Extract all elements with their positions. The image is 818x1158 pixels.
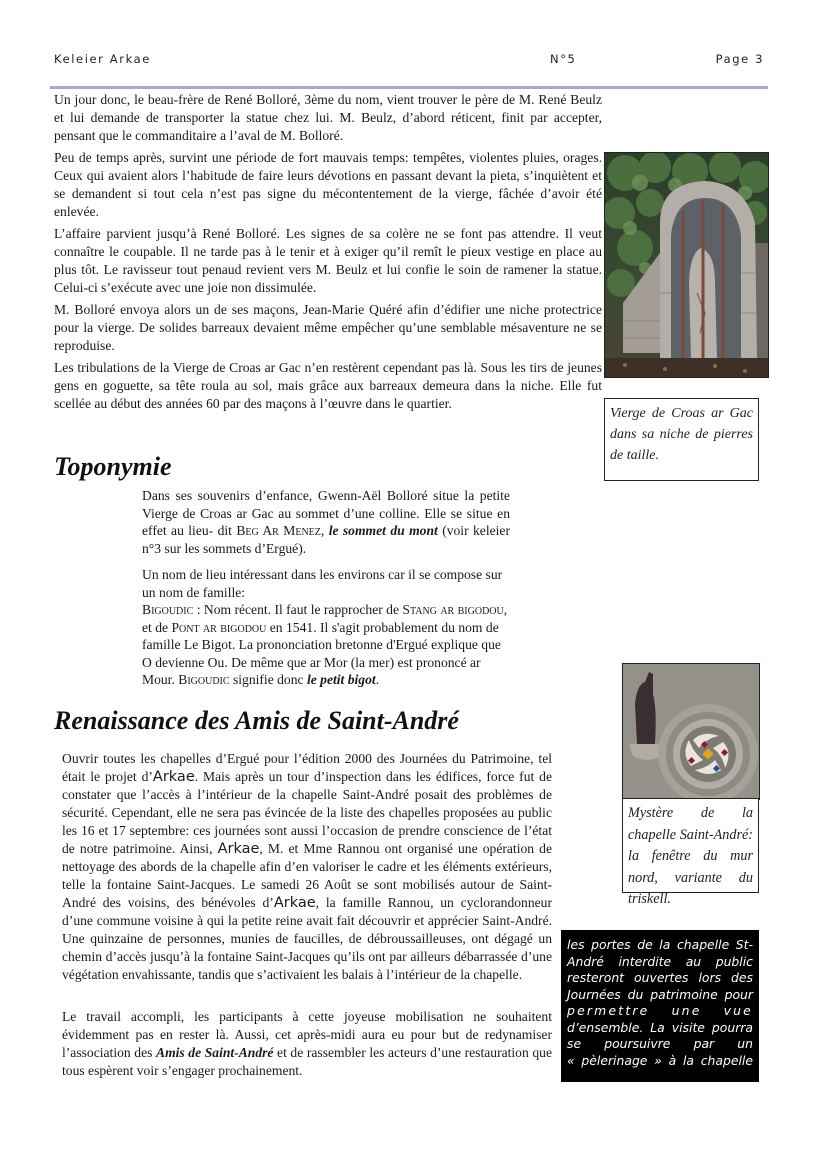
renaissance-heading: Renaissance des Amis de Saint-André bbox=[54, 706, 459, 735]
publication-name: Keleier Arkae bbox=[54, 52, 151, 66]
story-paragraph: M. Bolloré envoya alors un de ses maçons, Jean-Marie Quéré afin d’édifier une niche protectrice pour la vierge. De solides barreaux devaient même empêcher qu’une semblable mésaventure ne se reproduise. bbox=[54, 302, 602, 353]
renaissance-paragraph: Ouvrir toutes les chapelles d’Ergué pour l’édition 2000 des Journées du Patrimoine, tel était le projet d’Arkae. Mais après un tour d’inspection dans les édifices, force fut de constater que l’accès à l’intérieur de la chapelle Saint-André posait des problèmes de sécurité. Cependant, elle ne sera pas évincée de la liste des chapelles proposées au public les 16 et 17 septembre: ces journées sont aussi l’occasion de prendre conscience de l’état de notre patrimoine. Ainsi, Arkae, M. et Mme Rannou ont organisé une opération de nettoyage des abords de la chapelle afin d’en valoriser le cadre et les éléments extérieurs, telle la fontaine Saint-Jacques. Le samedi 26 Août se sont mobilisés autour de Saint-André des voisins, des bénévoles d’Arkae, la famille Rannou, un cyclorandonneur d’une commune voisine à qui la petite reine avait fait découvrir et apprécier Saint-André. Une quinzaine de personnes, munies de faucilles, de débroussailleuses, ont dégagé un chemin d’accès jusqu’à la fontaine Saint-Jacques qu’ils ont par ailleurs débarrassée d’une végétation envahissante, tandis que s’activaient les balais à l’intérieur de la chapelle. bbox=[62, 751, 553, 982]
place-name: Pont ar bigodou bbox=[171, 619, 267, 635]
sidebar-note-line: d’ensemble. La visite pourra bbox=[567, 1019, 753, 1035]
place-name: Beg Ar Menez bbox=[236, 523, 321, 538]
page-header bbox=[54, 52, 764, 70]
arkae-name: Arkae bbox=[217, 841, 260, 857]
niche-photo-image bbox=[605, 153, 768, 377]
arkae-name: Arkae bbox=[152, 769, 195, 785]
association-name: Amis de Saint-André bbox=[156, 1045, 274, 1060]
arkae-name: Arkae bbox=[273, 895, 316, 911]
place-meaning: le petit bigot bbox=[306, 672, 376, 687]
sidebar-note-line: « pèlerinage » à la chapelle bbox=[567, 1052, 753, 1068]
niche-photo bbox=[604, 152, 769, 378]
niche-photo-caption: Vierge de Croas ar Gac dans sa niche de pierres de taille. bbox=[604, 398, 759, 481]
issue-number: N°5 bbox=[550, 52, 577, 66]
story-paragraph: L’affaire parvient jusqu’à René Bolloré. Les signes de sa colère ne se font pas attendre. Il veut connaître le coupable. Il ne tarde pas à le tenir et à exiger qu’il remît le pieux vestige en place au plus tôt. Le ravisseur tout penaud revient vers M. Beulz et lui confie le soin de ramener la statue. Celui-ci s’exécute avec une joie non dissimulée. bbox=[54, 226, 602, 295]
renaissance-paragraph: Le travail accompli, les participants à cette joyeuse mobilisation ne souhaitent évidemment pas en rester là. Aussi, cet après-midi aura eu pour but de redynamiser l’association des Amis de Saint-André et de rassembler les acteurs d’une restauration que tous espèrent voir s’engager prochainement. bbox=[62, 1009, 552, 1078]
place-name: Stang ar bigodou bbox=[402, 602, 504, 617]
toponymie-etymology: Un nom de lieu intéressant dans les environs car il se compose sur un nom de famille: Bigoudic : Nom récent. Il faut le rapprocher de Stang ar bigodou, et de Pont ar bigodou en 1541. Il s'agit probablement du nom de famille Le Bigot. La prononciation bretonne d'Ergué explique que O devienne Ou. De même que ar Mor (la mer) est prononcé ar Mour. Bigoudic signifie donc le petit bigot. bbox=[142, 567, 508, 687]
toponymie-paragraph: Dans ses souvenirs d’enfance, Gwenn-Aël Bolloré situe la petite Vierge de Croas ar Gac au sommet d’une colline. Elle se situe en effet au lieu- dit Beg Ar Menez, le sommet du mont (voir keleier n°3 sur les sommets d’Ergué). bbox=[142, 488, 510, 556]
place-meaning: le sommet du mont bbox=[328, 523, 438, 538]
story-paragraph: Peu de temps après, survint une période de fort mauvais temps: tempêtes, violentes pluies, orages. Ceux qui avaient alors l’habitude de faire leurs dévotions en passant devant la pieta, s’inquiètent et se demandent si tout cela n’est pas signe du mécontentement de la vierge, fâchée d’avoir été enlevée. bbox=[54, 150, 602, 219]
header-divider bbox=[50, 86, 768, 89]
story-paragraph: Un jour donc, le beau-frère de René Bolloré, 3ème du nom, vient trouver le père de M. René Beulz et lui demande de transporter la statue chez lui. M. Beulz, d’abord réticent, finit par accepter, pensant que le commanditaire a l’aval de M. Bolloré. bbox=[54, 92, 602, 143]
page-number: Page 3 bbox=[715, 52, 764, 66]
toponymie-heading: Toponymie bbox=[54, 452, 172, 481]
sidebar-note-line: permettre une vue bbox=[567, 1003, 753, 1018]
sidebar-note-line: les portes de la chapelle St- bbox=[567, 937, 753, 952]
place-name: Bigoudic bbox=[178, 672, 230, 687]
sidebar-note-line: se poursuivre par un bbox=[567, 1036, 753, 1051]
sidebar-note-line: André interdite au public bbox=[567, 953, 753, 969]
triskell-window-image bbox=[623, 664, 759, 799]
sidebar-note-box bbox=[561, 930, 759, 1082]
triskell-window-caption: Mystère de la chapelle Saint-André: la fenêtre du mur nord, variante du triskell. bbox=[622, 798, 759, 893]
story-paragraph: Les tribulations de la Vierge de Croas ar Gac n’en restèrent cependant pas là. Sous les tirs de jeunes gens en goguette, sa tête roula au sol, mais grâce aux barreaux demeura dans la niche. Elle fut scellée au début des années 60 par des maçons à l’œuvre dans le quartier. bbox=[54, 360, 602, 411]
sidebar-note-line: resteront ouvertes lors des bbox=[567, 970, 753, 985]
triskell-window-photo bbox=[622, 663, 760, 800]
sidebar-note-line: Journées du patrimoine pour bbox=[567, 986, 753, 1002]
place-name: Bigoudic bbox=[142, 602, 194, 617]
